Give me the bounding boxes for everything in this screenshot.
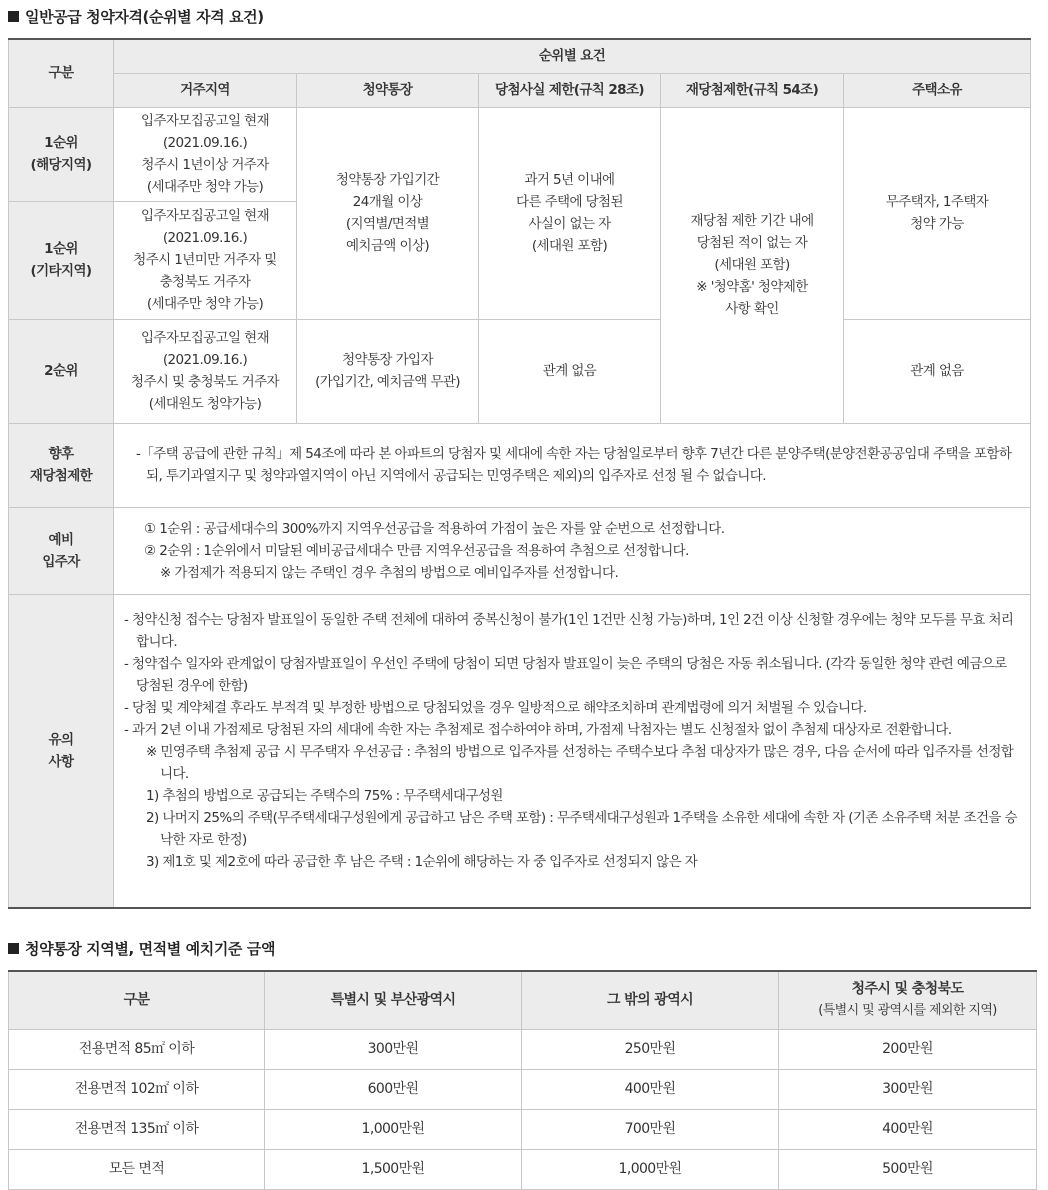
cell-rewin-limit: 재당첨 제한 기간 내에 당첨된 적이 없는 자 (세대원 포함) ※ '청약홈' 청약제한 사항 확인 (661, 107, 844, 423)
cell-rank1-ownership: 무주택자, 1주택자 청약 가능 (844, 107, 1031, 319)
note-sub-item: 2) 나머지 25%의 주택(무주택세대구성원에게 공급하고 남은 주택 포함) : 무주택세대구성원과 1주택을 소유한 세대에 속한 자 (기존 소유주택 처분 조건을 승낙한 자로 한정) (146, 809, 1017, 848)
header-account: 청약통장 (297, 73, 479, 107)
table-row: 전용면적 102㎡ 이하 600만원 400만원 300만원 (9, 1069, 1037, 1109)
cell-notes-text (114, 594, 1031, 908)
section-title-deposit: 청약통장 지역별, 면적별 예치기준 금액 (8, 938, 275, 959)
header-residence: 거주지역 (114, 73, 297, 107)
table-row: 모든 면적 1,500만원 1,000만원 500만원 (9, 1149, 1037, 1189)
cell-rank2-ownership: 관계 없음 (844, 319, 1031, 423)
eligibility-table (8, 38, 1031, 909)
header-other-metro: 그 밖의 광역시 (522, 971, 779, 1029)
header-ownership: 주택소유 (844, 73, 1031, 107)
cell-future-rewin-text: -「주택 공급에 관한 규칙」제 54조에 따라 본 아파트의 당첨자 및 세대에 속한 자는 당첨일로부터 향후 7년간 다른 분양주택(분양전환공공임대 주택을 포함하되, 투기과열지구 및 청약과열지역이 아닌 지역에서 공급되는 민영주택은 제외)의 입주자로 선정 될 수 없습니다. (114, 423, 1031, 507)
cell-rank2-account: 청약통장 가입자 (가입기간, 예치금액 무관) (297, 319, 479, 423)
note-item: - 청약접수 일자와 관계없이 당첨자발표일이 우선인 주택에 당첨이 되면 당첨자 발표일이 늦은 주택의 당첨은 자동 취소됩니다. (각각 동일한 청약 관련 예금으로 당첨된 경우에 한함) (124, 655, 1007, 694)
header-cheongju: 청주시 및 충청북도 (특별시 및 광역시를 제외한 지역) (779, 971, 1037, 1029)
row-label-rank1-local: 1순위 (해당지역) (9, 107, 114, 201)
row-label-future-rewin: 향후 재당첨제한 (9, 423, 114, 507)
header-win-limit: 당첨사실 제한(규칙 28조) (479, 73, 661, 107)
note-item: - 과거 2년 이내 가점제로 당첨된 자의 세대에 속한 자는 추첨제로 접수하여야 하며, 가점제 낙첨자는 별도 신청절차 없이 추첨제 대상자로 전환합니다. (124, 721, 952, 738)
header-rewin-limit: 재당첨제한(규칙 54조) (661, 73, 844, 107)
note-sub-item: 3) 제1호 및 제2호에 따라 공급한 후 남은 주택 : 1순위에 해당하는 자 중 입주자로 선정되지 않은 자 (146, 853, 698, 870)
deposit-table (8, 970, 1037, 1190)
cell-rank1-other-residence: 입주자모집공고일 현재 (2021.09.16.) 청주시 1년미만 거주자 및 충청북도 거주자 (세대주만 청약 가능) (114, 201, 297, 319)
header-seoul-busan: 특별시 및 부산광역시 (265, 971, 522, 1029)
cell-rank1-local-residence: 입주자모집공고일 현재 (2021.09.16.) 청주시 1년이상 거주자 (세대주만 청약 가능) (114, 107, 297, 201)
square-bullet-icon (8, 11, 19, 22)
cell-rank2-win-limit: 관계 없음 (479, 319, 661, 423)
table-row: 전용면적 85㎡ 이하 300만원 250만원 200만원 (9, 1029, 1037, 1069)
row-label-rank1-other: 1순위 (기타지역) (9, 201, 114, 319)
header-group: 순위별 요건 (114, 39, 1031, 73)
cell-rank1-win-limit: 과거 5년 이내에 다른 주택에 당첨된 사실이 없는 자 (세대원 포함) (479, 107, 661, 319)
row-label-reserve: 예비 입주자 (9, 507, 114, 594)
note-item: - 청약신청 접수는 당첨자 발표일이 동일한 주택 전체에 대하여 중복신청이 불가(1인 1건만 신청 가능)하며, 1인 2건 이상 신청할 경우에는 청약 모두를 무효 처리합니다. (124, 611, 1014, 650)
cell-rank1-account: 청약통장 가입기간 24개월 이상 (지역별/면적별 예치금액 이상) (297, 107, 479, 319)
header-category: 구분 (9, 39, 114, 107)
note-sub-item: 1) 추첨의 방법으로 공급되는 주택수의 75% : 무주택세대구성원 (146, 787, 503, 804)
square-bullet-icon (8, 943, 19, 954)
note-item: - 당첨 및 계약체결 후라도 부적격 및 부정한 방법으로 당첨되었을 경우 일방적으로 해약조치하며 관계법령에 의거 처벌될 수 있습니다. (124, 699, 867, 716)
cell-reserve-text: ① 1순위 : 공급세대수의 300%까지 지역우선공급을 적용하여 가점이 높은 자를 앞 순번으로 선정합니다. ② 2순위 : 1순위에서 미달된 예비공급세대수 만큼 지역우선공급을 적용하여 추첨으로 선정합니다. ※ 가점제가 적용되지 않는 주택인 경우 추첨의 방법으로 예비입주자를 선정합니다. (114, 507, 1031, 594)
row-label-rank2: 2순위 (9, 319, 114, 423)
table-row: 전용면적 135㎡ 이하 1,000만원 700만원 400만원 (9, 1109, 1037, 1149)
note-sub: ※ 민영주택 추첨제 공급 시 무주택자 우선공급 : 추첨의 방법으로 입주자를 선정하는 주택수보다 추첨 대상자가 많은 경우, 다음 순서에 따라 입주자를 선정합니다. (146, 743, 1014, 782)
section-title-eligibility: 일반공급 청약자격(순위별 자격 요건) (8, 6, 264, 27)
cell-rank2-residence: 입주자모집공고일 현재 (2021.09.16.) 청주시 및 충청북도 거주자 (세대원도 청약가능) (114, 319, 297, 423)
header-area: 구분 (9, 971, 265, 1029)
row-label-notes: 유의 사항 (9, 594, 114, 908)
